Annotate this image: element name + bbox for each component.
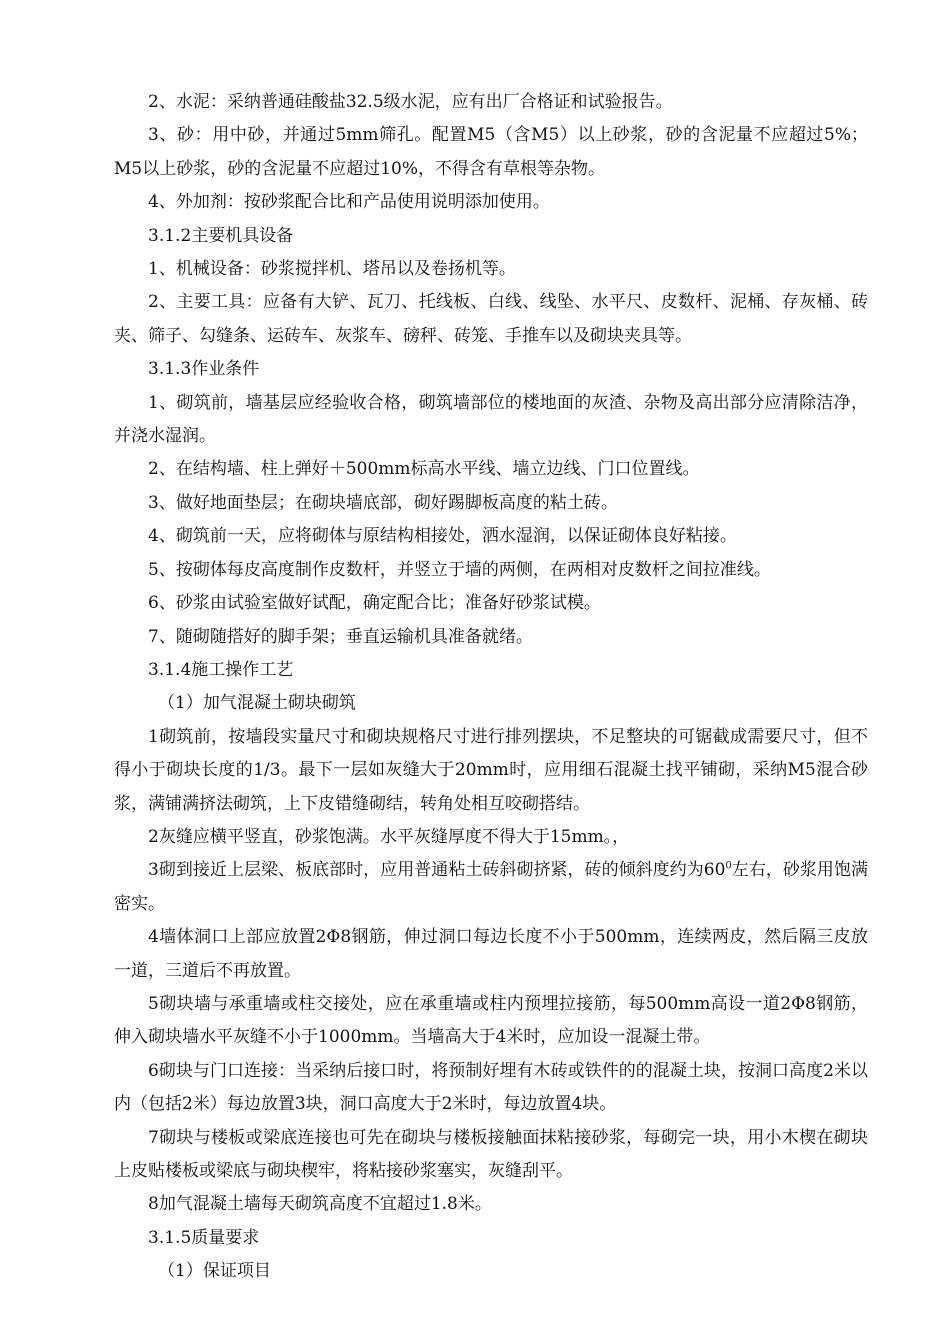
paragraph-condition-5: 5、按砌体每皮高度制作皮数杆，并竖立于墙的两侧，在两相对皮数杆之间拉准线。 <box>148 559 771 580</box>
paragraph-condition-4: 4、砌筑前一天，应将砌体与原结构相接处，洒水湿润，以保证砌体良好粘接。 <box>148 526 737 547</box>
paragraph-step-8: 8加气混凝土墙每天砌筑高度不宜超过1.8米。 <box>148 1194 492 1215</box>
paragraph-condition-2: 2、在结构墙、柱上弹好＋500mm标高水平线、墙立边线、门口位置线。 <box>148 459 700 480</box>
paragraph-sand: 3、砂：用中砂，并通过5mm筛孔。配置M5（含M5）以上砂浆，砂的含泥量不应超过5%；M5以上砂浆，砂的含泥量不应超过10%，不得含有草根等杂物。 <box>114 125 868 179</box>
paragraph-condition-6: 6、砂浆由试验室做好试配，确定配合比；准备好砂浆试模。 <box>148 593 601 614</box>
paragraph-condition-1: 1、砌筑前，墙基层应经验收合格，砌筑墙部位的楼地面的灰渣、杂物及高出部分应清除洁净，并浇水湿润。 <box>114 392 868 447</box>
section-heading-3-1-5: 3.1.5质量要求 <box>148 1227 260 1248</box>
paragraph-admixture: 4、外加剂：按砂浆配合比和产品使用说明添加使用。 <box>148 192 550 213</box>
paragraph-step-7: 7砌块与楼板或梁底连接也可先在砌块与楼板接触面抹粘接砂浆，每砌完一块，用小木楔在砌块上皮贴楼板或梁底与砌块楔牢，将粘接砂浆塞实，灰缝刮平。 <box>114 1127 868 1181</box>
paragraph-step-1: 1砌筑前，按墙段实量尺寸和砌块规格尺寸进行排列摆块，不足整块的可锯截成需要尺寸，但不得小于砌块长度的1/3。最下一层如灰缝大于20mm时，应用细石混凝土找平铺砌，采纳M5混合砂浆，满铺满挤法砌筑，上下皮错缝砌结，转角处相互咬砌搭结。 <box>114 726 868 814</box>
paragraph-step-2: 2灰缝应横平竖直，砂浆饱满。水平灰缝厚度不得大于15mm。， <box>148 826 630 847</box>
section-heading-3-1-4: 3.1.4施工操作工艺 <box>148 659 294 680</box>
paragraph-machinery: 1、机械设备：砂浆搅拌机、塔吊以及卷扬机等。 <box>148 259 516 280</box>
section-heading-3-1-2: 3.1.2主要机具设备 <box>148 225 294 246</box>
paragraph-cement: 2、水泥：采纳普通硅酸盐32.5级水泥，应有出厂合格证和试验报告。 <box>148 92 673 112</box>
subheading-aerated-block: （1）加气混凝土砌块砌筑 <box>158 693 356 714</box>
paragraph-step-5: 5砌块墙与承重墙或柱交接处，应在承重墙或柱内预埋拉接筋，每500mm高设一道2Φ8钢筋，伸入砌块墙水平灰缝不小于1000mm。当墙高大于4米时，应加设一混凝土带。 <box>114 993 868 1048</box>
paragraph-step-6: 6砌块与门口连接：当采纳后接口时，将预制好埋有木砖或铁件的的混凝土块，按洞口高度2米以内（包括2米）每边放置3块，洞口高度大于2米时，每边放置4块。 <box>114 1060 868 1115</box>
paragraph-condition-3: 3、做好地面垫层；在砌块墙底部，砌好踢脚板高度的粘土砖。 <box>148 492 618 513</box>
degree-superscript: 0 <box>725 860 732 872</box>
paragraph-condition-7: 7、随砌随搭好的脚手架；垂直运输机具准备就绪。 <box>148 626 533 647</box>
section-heading-3-1-3: 3.1.3作业条件 <box>148 359 260 380</box>
step-3-text-after: 左右，砂浆用饱满密实。 <box>114 860 868 914</box>
paragraph-tools: 2、主要工具：应备有大铲、瓦刀、托线板、白线、线坠、水平尺、皮数杆、泥桶、存灰桶、砖夹、筛子、勾缝条、运砖车、灰浆车、磅秤、砖笼、手推车以及砌块夹具等。 <box>114 292 868 346</box>
paragraph-step-3 <box>114 854 868 921</box>
paragraph-step-4: 4墙体洞口上部应放置2Φ8钢筋，伸过洞口每边长度不小于500mm，连续两皮，然后隔三皮放一道，三道后不再放置。 <box>114 927 868 981</box>
step-3-text-before: 3砌到接近上层梁、板底部时，应用普通粘土砖斜砌挤紧，砖的倾斜度约为60 <box>148 860 726 881</box>
subheading-guarantee-items: （1）保证项目 <box>158 1261 271 1282</box>
